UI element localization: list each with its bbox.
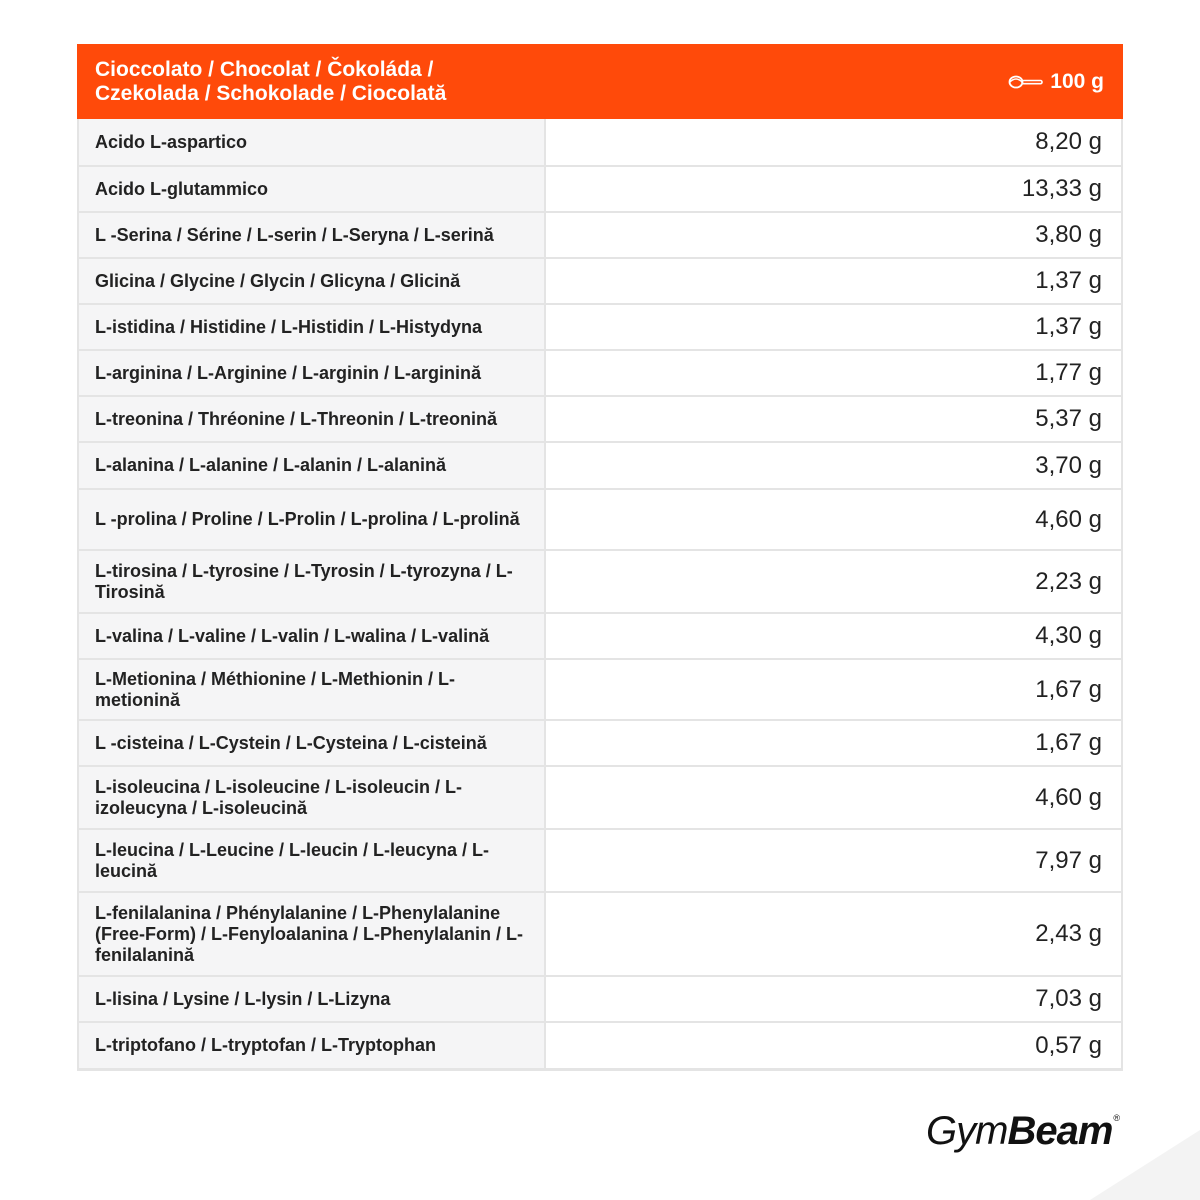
table-row — [79, 612, 1121, 658]
scoop-icon — [1008, 74, 1044, 90]
table-row — [79, 975, 1121, 1021]
amino-acid-value: 1,37 g — [546, 259, 1121, 303]
amino-acid-value: 1,67 g — [546, 721, 1121, 765]
header-amount-group — [1008, 70, 1104, 94]
header-title: Cioccolato / Chocolat / Čokoláda / Czekolada / Schokolade / Ciocolată — [95, 57, 447, 105]
amino-acid-value: 4,60 g — [546, 767, 1121, 828]
amino-acid-value: 2,43 g — [546, 893, 1121, 975]
table-row — [79, 395, 1121, 441]
header-amount: 100 g — [1050, 69, 1104, 93]
amino-acid-name: L-treonina / Thréonine / L-Threonin / L-treonină — [79, 397, 546, 441]
table-row — [79, 549, 1121, 612]
amino-acid-name: L-tirosina / L-tyrosine / L-Tyrosin / L-tyrozyna / L-Tirosină — [79, 551, 546, 612]
amino-acid-value: 7,03 g — [546, 977, 1121, 1021]
table-row — [79, 257, 1121, 303]
amino-acid-value: 0,57 g — [546, 1023, 1121, 1068]
table-row — [79, 165, 1121, 211]
table-row — [79, 488, 1121, 549]
amino-acid-value: 2,23 g — [546, 551, 1121, 612]
amino-acid-name: L-triptofano / L-tryptofan / L-Tryptophan — [79, 1023, 546, 1068]
amino-acid-name: L -prolina / Proline / L-Prolin / L-prolina / L-prolină — [79, 490, 546, 549]
table-row — [79, 658, 1121, 719]
amino-acid-name: Glicina / Glycine / Glycin / Glicyna / Glicină — [79, 259, 546, 303]
amino-acid-name: L-isoleucina / L-isoleucine / L-isoleucin / L-izoleucyna / L-isoleucină — [79, 767, 546, 828]
table-row — [79, 765, 1121, 828]
table-row — [79, 303, 1121, 349]
table-row — [79, 211, 1121, 257]
amino-acid-name: L-leucina / L-Leucine / L-leucin / L-leucyna / L-leucină — [79, 830, 546, 891]
table-row — [79, 119, 1121, 165]
amino-acid-name: L-istidina / Histidine / L-Histidin / L-Histydyna — [79, 305, 546, 349]
amino-acid-value: 7,97 g — [546, 830, 1121, 891]
amino-acid-value: 4,30 g — [546, 614, 1121, 658]
amino-acid-value: 8,20 g — [546, 119, 1121, 165]
table-row — [79, 441, 1121, 488]
amino-acid-value: 1,77 g — [546, 351, 1121, 395]
amino-acid-name: L-arginina / L-Arginine / L-arginin / L-arginină — [79, 351, 546, 395]
amino-acid-value: 3,70 g — [546, 443, 1121, 488]
table-row — [79, 1021, 1121, 1068]
amino-acid-name: L -Serina / Sérine / L-serin / L-Seryna / L-serină — [79, 213, 546, 257]
amino-acid-name: L-Metionina / Méthionine / L-Methionin / L-metionină — [79, 660, 546, 719]
amino-acid-value: 1,67 g — [546, 660, 1121, 719]
table-row — [79, 891, 1121, 975]
amino-acid-name: Acido L-aspartico — [79, 119, 546, 165]
gymbeam-logo: GymBeam® — [926, 1109, 1121, 1153]
amino-acid-value: 3,80 g — [546, 213, 1121, 257]
amino-acid-name: L-valina / L-valine / L-valin / L-walina / L-valină — [79, 614, 546, 658]
table-row — [79, 828, 1121, 891]
table-header — [77, 44, 1123, 119]
table-body — [77, 119, 1123, 1071]
amino-acid-value: 13,33 g — [546, 167, 1121, 211]
amino-acid-value: 5,37 g — [546, 397, 1121, 441]
amino-acid-name: L-fenilalanina / Phénylalanine / L-Phenylalanine (Free-Form) / L-Fenyloalanina / L-Phenylalanin / L-fenilalanină — [79, 893, 546, 975]
amino-acid-name: L-lisina / Lysine / L-lysin / L-Lizyna — [79, 977, 546, 1021]
amino-acid-table — [77, 44, 1123, 1071]
amino-acid-name: L -cisteina / L-Cystein / L-Cysteina / L-cisteină — [79, 721, 546, 765]
table-row — [79, 349, 1121, 395]
amino-acid-value: 4,60 g — [546, 490, 1121, 549]
amino-acid-name: L-alanina / L-alanine / L-alanin / L-alanină — [79, 443, 546, 488]
amino-acid-name: Acido L-glutammico — [79, 167, 546, 211]
amino-acid-value: 1,37 g — [546, 305, 1121, 349]
table-row — [79, 719, 1121, 765]
